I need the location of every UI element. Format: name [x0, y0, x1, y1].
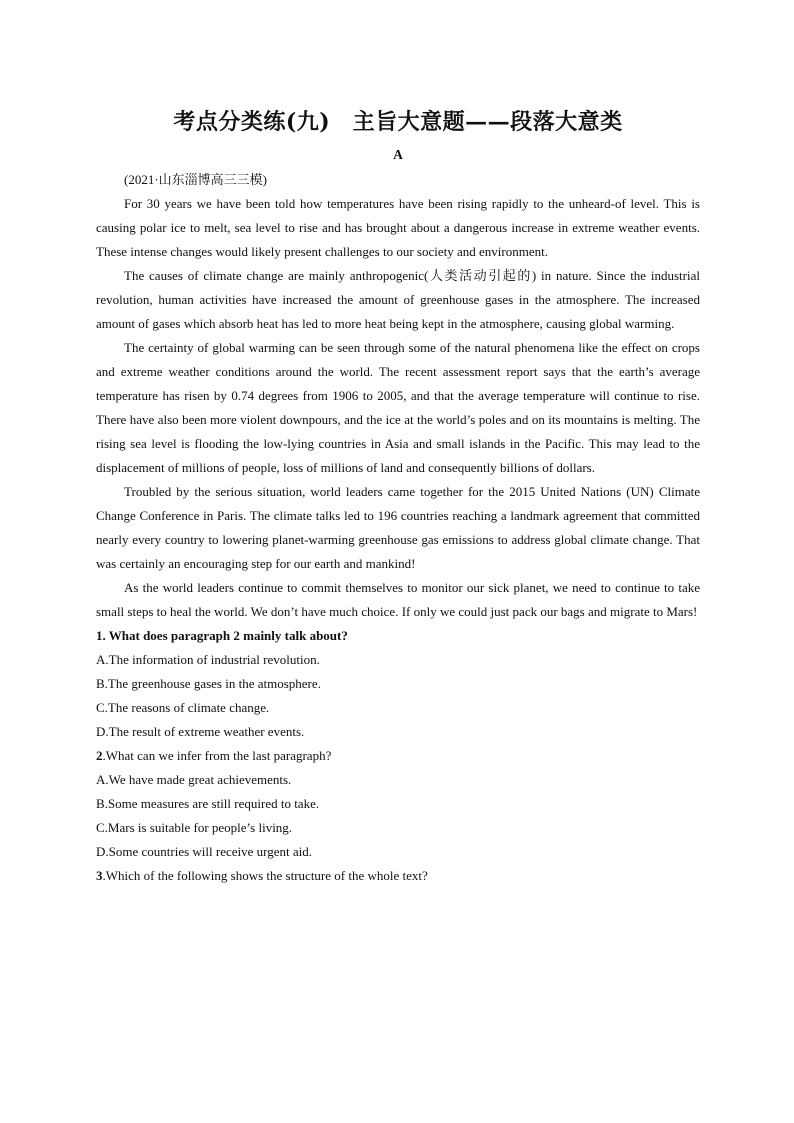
- document-page: [96, 106, 700, 888]
- option-d: D.The result of extreme weather events.: [96, 724, 305, 739]
- question-stem: [96, 864, 700, 888]
- paragraph-2: The causes of climate change are mainly anthropogenic(人类活动引起的) in nature. Since the industrial revolution, human activities have increased the amount of greenhouse gases in the atmosphere. The increased amount of gases which absorb heat has led to more heat being kept in the atmosphere, causing global warming.: [96, 268, 700, 331]
- option-b: B.Some measures are still required to take.: [96, 796, 320, 811]
- section-label: A: [393, 147, 403, 162]
- page-title: 考点分类练(九) 主旨大意题——段落大意类: [173, 109, 623, 135]
- paragraph-1: For 30 years we have been told how temperatures have been rising rapidly to the unheard-of level. This is causing polar ice to melt, sea level to rise and has brought about a dangerous increase in extreme weather events. These intense changes would likely present challenges to our society and environment.: [96, 196, 700, 259]
- question-stem: [96, 624, 700, 648]
- paragraph-4: Troubled by the serious situation, world leaders came together for the 2015 United Nations (UN) Climate Change Conference in Paris. The climate talks led to 196 countries reaching a landmark agreement that committed nearly every country to lowering planet-warming greenhouse gas emissions to address global climate change. That was certainly an encouraging step for our earth and mankind!: [96, 484, 700, 571]
- option-c: C.Mars is suitable for people’s living.: [96, 820, 293, 835]
- question-3: [96, 864, 700, 888]
- question-2: [96, 744, 700, 864]
- paragraph-3: The certainty of global warming can be seen through some of the natural phenomena like the effect on crops and extreme weather conditions around the world. The recent assessment report says that the earth’s average temperature has risen by 0.74 degrees from 1906 to 2005, and that the average temperature will continue to rise. There have also been more violent downpours, and the ice at the world’s poles and on its mountains is melting. The rising sea level is flooding the low-lying countries in Asia and small islands in the Pacific. This may lead to the displacement of millions of people, loss of millions of land and consequently billions of dollars.: [96, 340, 700, 475]
- paragraph-5: As the world leaders continue to commit themselves to monitor our sick planet, we need to continue to take small steps to heal the world. We don’t have much choice. If only we could just pack our bags and migrate to Mars!: [96, 580, 700, 619]
- option-a: A.We have made great achievements.: [96, 772, 292, 787]
- option-c: C.The reasons of climate change.: [96, 700, 270, 715]
- question-number: 2: [96, 748, 103, 763]
- option-a: A.The information of industrial revolution.: [96, 652, 320, 667]
- question-number: 3: [96, 868, 103, 883]
- question-text: .Which of the following shows the structure of the whole text?: [102, 868, 428, 883]
- question-text: . What does paragraph 2 mainly talk about?: [102, 628, 348, 643]
- question-stem: [96, 744, 700, 768]
- source-note: (2021·山东淄博高三三模): [124, 172, 267, 187]
- question-number: 1: [96, 628, 103, 643]
- passage: [96, 192, 700, 624]
- question-text: .What can we infer from the last paragraph?: [102, 748, 332, 763]
- option-d: D.Some countries will receive urgent aid.: [96, 844, 313, 859]
- option-b: B.The greenhouse gases in the atmosphere.: [96, 676, 321, 691]
- question-1: [96, 624, 700, 744]
